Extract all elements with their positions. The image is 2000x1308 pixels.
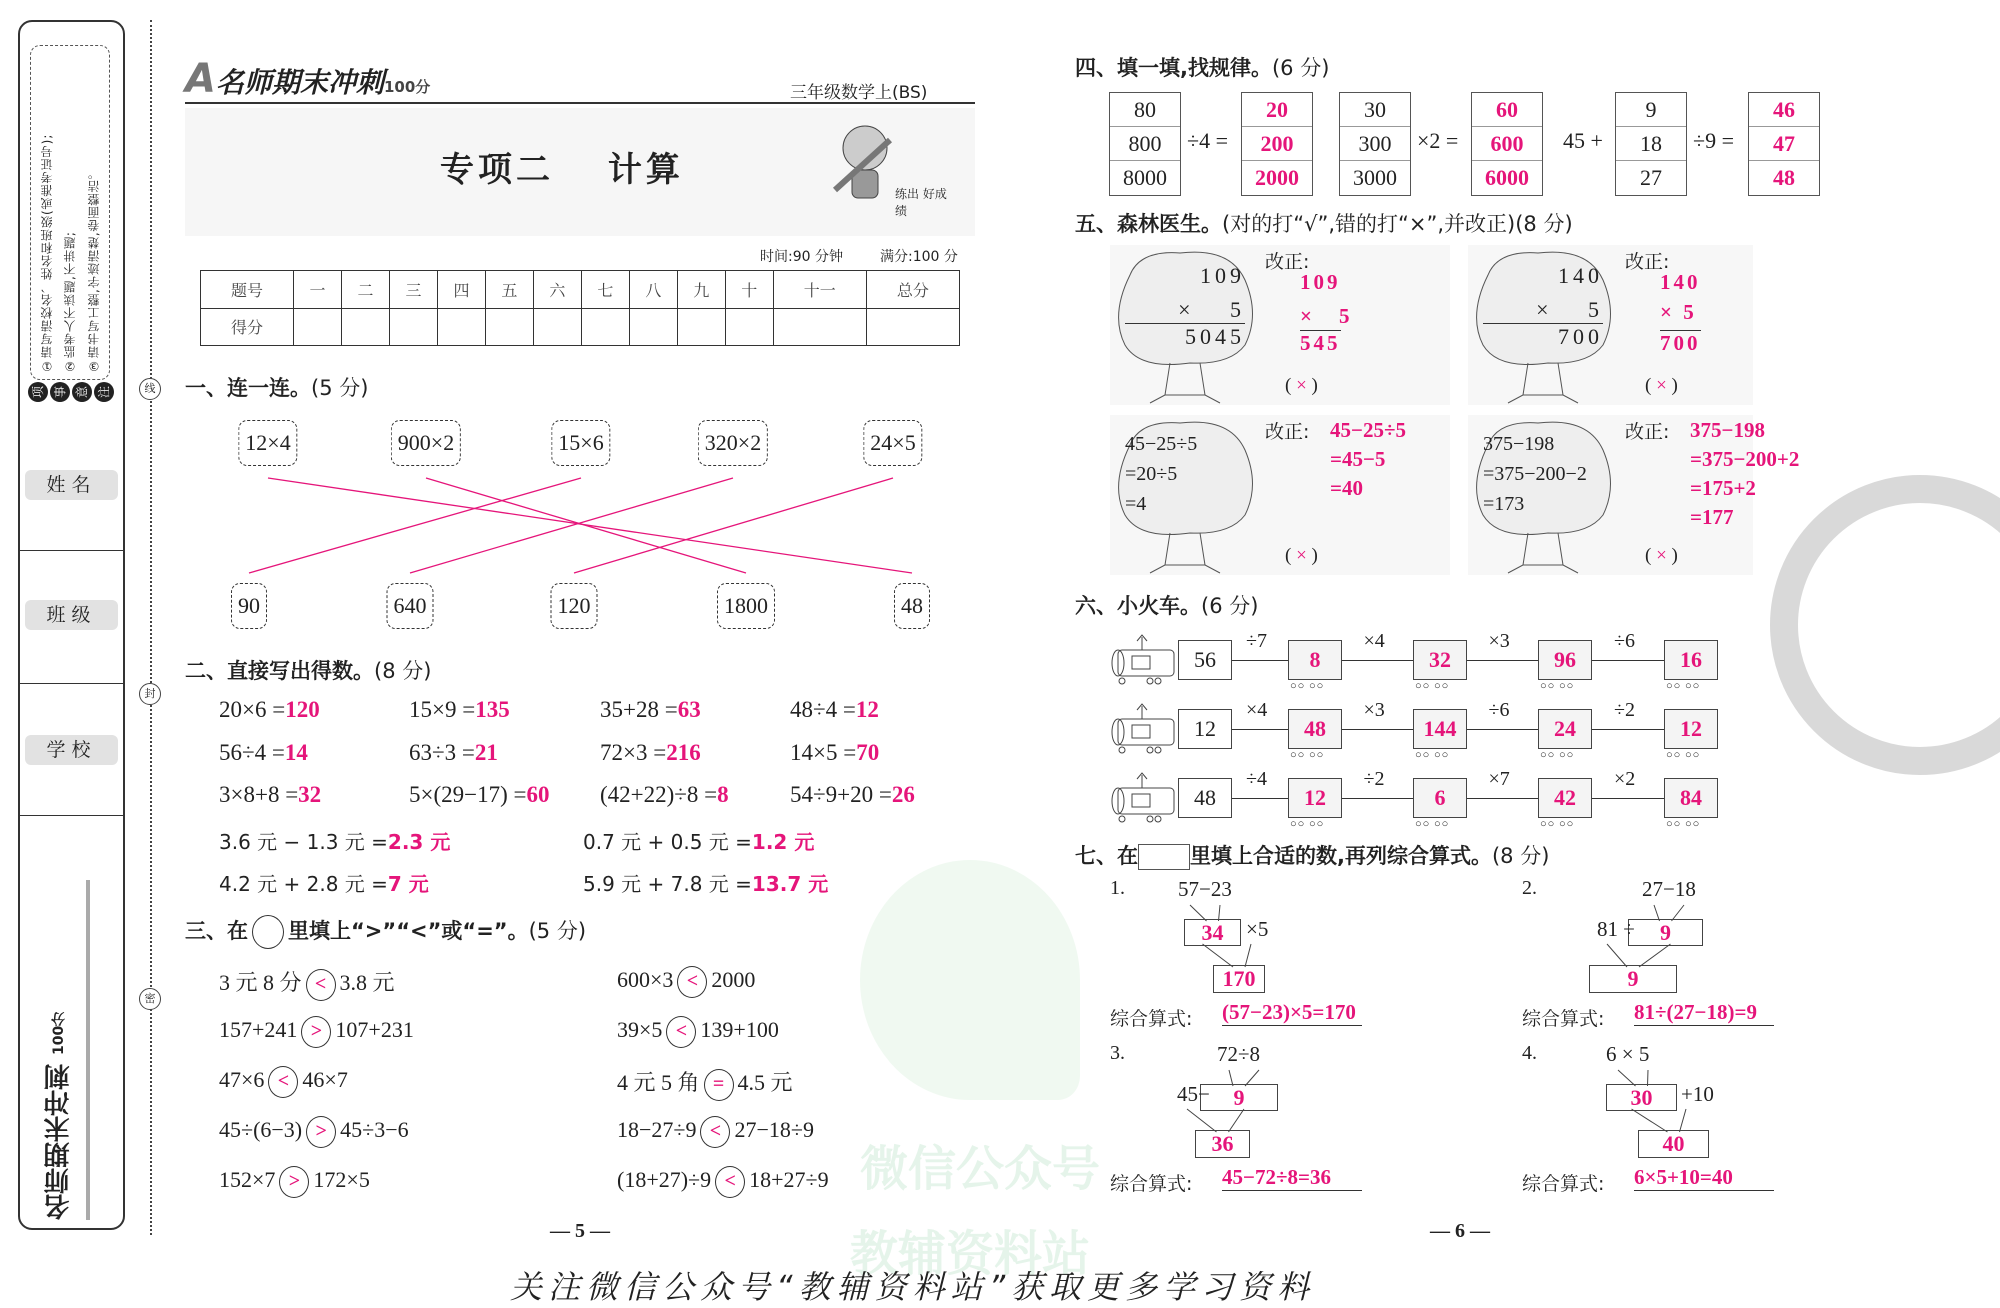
wheels-icon: ○○ ○○: [1415, 818, 1450, 830]
pattern-output[interactable]: 46: [1749, 93, 1819, 127]
seal-mark: 密: [139, 988, 161, 1010]
train-operation: ÷6: [1614, 630, 1635, 652]
calc-answer[interactable]: 63: [677, 697, 701, 722]
match-top-item[interactable]: 24×5: [863, 420, 922, 466]
pattern-input: 30: [1340, 93, 1410, 127]
section-4-title: 四、填一填,找规律。: [1075, 56, 1272, 80]
train-operation: ×7: [1488, 768, 1510, 790]
section-1-points: (5 分): [311, 376, 369, 400]
train-operation: ÷6: [1488, 699, 1510, 721]
calc-answer[interactable]: 135: [475, 697, 510, 722]
pattern-operator: ×2 =: [1417, 128, 1459, 153]
train-operation: ×3: [1363, 699, 1385, 721]
train-car-answer[interactable]: 6: [1413, 778, 1467, 818]
calc-question: 72×3 =: [600, 740, 667, 765]
formula-answer[interactable]: 45−72÷8=36: [1222, 1165, 1362, 1191]
problem-number: 2.: [1522, 877, 1537, 899]
train-operation: ×4: [1246, 699, 1268, 721]
page-title: 专项二 计算: [440, 150, 684, 190]
paren: (: [1645, 545, 1657, 566]
wheels-icon: ○○ ○○: [1415, 749, 1450, 761]
compare-right: 172×5: [313, 1167, 370, 1193]
brand-logo-text: 名师期末冲刺: [215, 66, 384, 99]
notice-3: ③请书写工整,字迹清楚,卷面整洁。: [86, 166, 101, 373]
match-bottom-item[interactable]: 120: [551, 583, 598, 629]
leaf-watermark-icon: [860, 860, 1080, 1100]
fix-label: 改正:: [1625, 421, 1670, 443]
compare-right: 46×7: [302, 1067, 348, 1093]
paren: (: [1645, 375, 1657, 396]
section-3-title-b: 里填上“>”“<”或“=”。: [288, 919, 529, 943]
calc-question: 48÷4 =: [790, 697, 856, 722]
compare-right: 3.8 元: [339, 970, 395, 995]
side-operand: 45−: [1177, 1082, 1210, 1106]
train-car-answer[interactable]: 48: [1288, 709, 1342, 749]
train-operation: ÷4: [1246, 768, 1267, 790]
tree-line: =20÷5: [1125, 463, 1178, 485]
paren: (: [1285, 375, 1297, 396]
compare-sign[interactable]: <: [715, 1166, 745, 1198]
compare-sign[interactable]: =: [704, 1069, 734, 1101]
money-question: 4.2 元 + 2.8 元 =: [219, 872, 388, 896]
compare-sign[interactable]: >: [301, 1016, 331, 1048]
train-car-answer[interactable]: 96: [1538, 640, 1592, 680]
train-car-answer[interactable]: 16: [1664, 640, 1718, 680]
train-operation: ×4: [1363, 630, 1385, 652]
train-operation: ÷2: [1614, 699, 1635, 721]
tree-line: 45−25÷5: [1125, 433, 1198, 455]
train-car-answer[interactable]: 12: [1288, 778, 1342, 818]
fix-line[interactable]: 545: [1300, 331, 1341, 355]
tree-line: 140: [1558, 263, 1603, 288]
notice-title-char: 意: [72, 382, 92, 402]
calc-question: 35+28 =: [600, 697, 678, 722]
fix-line[interactable]: × 5: [1660, 300, 1697, 324]
problem-top-expression: 27−18: [1642, 877, 1696, 901]
match-top-item[interactable]: 320×2: [698, 420, 768, 466]
score-header-cell: 十一: [773, 271, 866, 309]
notice-1: ①请写清校名、姓名和班级(或准考证号);: [40, 133, 55, 373]
pattern-output[interactable]: 600: [1472, 127, 1542, 161]
score-row-label: 得分: [201, 308, 294, 346]
section-5-instructions: (对的打“√”,错的打“×”,并改正)(8 分): [1222, 212, 1573, 236]
tree-line: 109: [1200, 263, 1245, 288]
compare-sign[interactable]: <: [268, 1066, 298, 1098]
score-header-cell: 题号: [201, 271, 294, 309]
compare-left: 600×3: [617, 967, 674, 993]
money-answer[interactable]: 13.7 元: [751, 872, 829, 896]
fix-label: 改正:: [1265, 421, 1310, 443]
mark-answer[interactable]: ×: [1296, 375, 1307, 396]
score-header-cell: 六: [533, 271, 581, 309]
result-answer-box[interactable]: 40: [1638, 1130, 1709, 1158]
time-limit: 时间:90 分钟: [760, 249, 843, 265]
sidebar-logo-score: 100分: [51, 1011, 67, 1055]
calc-question: 20×6 =: [219, 697, 286, 722]
match-top-item[interactable]: 15×6: [551, 420, 610, 466]
calc-question: 14×5 =: [790, 740, 857, 765]
compare-sign[interactable]: >: [306, 1116, 336, 1148]
footer-promo: 关注微信公众号“教辅资料站”获取更多学习资料: [510, 1268, 1316, 1306]
wheels-icon: ○○ ○○: [1540, 749, 1575, 761]
train-start: 56: [1178, 640, 1232, 680]
brand-logo-score: 100分: [383, 78, 431, 96]
fix-line[interactable]: =175+2: [1690, 476, 1756, 500]
pattern-input: 80: [1110, 93, 1180, 127]
pattern-input: 300: [1340, 127, 1410, 161]
seal-mark: 封: [139, 683, 161, 705]
school-field[interactable]: 学校: [25, 735, 118, 765]
train-car-answer[interactable]: 12: [1664, 709, 1718, 749]
pattern-output[interactable]: 6000: [1485, 165, 1529, 190]
brand-logo: A名师期末冲刺100分: [185, 56, 431, 102]
page-number-right: — 6 —: [1430, 1220, 1490, 1242]
compare-right: 18+27÷9: [749, 1167, 829, 1193]
middle-answer-box[interactable]: 9: [1628, 919, 1703, 946]
middle-answer-box[interactable]: 34: [1184, 919, 1241, 946]
formula-label: 综合算式:: [1522, 1173, 1605, 1195]
problem-top-expression: 57−23: [1178, 877, 1232, 901]
formula-label: 综合算式:: [1110, 1008, 1193, 1030]
money-question: 5.9 元 + 7.8 元 =: [583, 872, 752, 896]
wheels-icon: ○○ ○○: [1290, 680, 1325, 692]
score-header-cell: 一: [294, 271, 342, 309]
side-operand: +10: [1681, 1082, 1714, 1106]
class-field[interactable]: 班级: [25, 600, 118, 630]
pattern-input: 800: [1110, 127, 1180, 161]
money-question: 3.6 元 − 1.3 元 =: [219, 830, 388, 854]
compare-right: 27−18÷9: [734, 1117, 814, 1143]
match-bottom-item[interactable]: 640: [387, 583, 434, 629]
wheels-icon: ○○ ○○: [1290, 818, 1325, 830]
score-header-cell: 五: [485, 271, 533, 309]
compare-left: 18−27÷9: [617, 1117, 697, 1143]
middle-answer-box[interactable]: 9: [1200, 1084, 1278, 1111]
compare-left: (18+27)÷9: [617, 1167, 712, 1193]
section-2-points: (8 分): [374, 659, 432, 683]
result-answer-box[interactable]: 170: [1213, 965, 1265, 993]
pattern-output[interactable]: 20: [1242, 93, 1312, 127]
tree-line: 700: [1483, 323, 1603, 350]
formula-label: 综合算式:: [1522, 1008, 1605, 1030]
compare-sign[interactable]: <: [666, 1016, 696, 1048]
wheels-icon: ○○ ○○: [1415, 680, 1450, 692]
section-6-points: (6 分): [1201, 594, 1259, 618]
compare-sign[interactable]: <: [700, 1116, 730, 1148]
calc-answer[interactable]: 216: [666, 740, 701, 765]
train-start: 48: [1178, 778, 1232, 818]
subject-label: 三年级数学上(BS): [790, 83, 928, 103]
tree-line: × 5: [1178, 297, 1245, 322]
compare-sign[interactable]: >: [279, 1166, 309, 1198]
section-6-title: 六、小火车。: [1075, 594, 1201, 618]
wheels-icon: ○○ ○○: [1666, 680, 1701, 692]
tree-line: =173: [1483, 493, 1525, 515]
pattern-prefix: 45 +: [1563, 128, 1603, 153]
section-3-points: (5 分): [528, 919, 587, 943]
page-number-left: — 5 —: [550, 1220, 610, 1242]
name-field[interactable]: 姓名: [25, 470, 118, 500]
match-bottom-item[interactable]: 90: [231, 583, 267, 629]
paren: ): [1666, 545, 1678, 566]
tree-line: =375−200−2: [1483, 463, 1587, 485]
section-3-title-a: 三、在: [185, 919, 248, 943]
train-operation: ×3: [1488, 630, 1510, 652]
pattern-output[interactable]: 2000: [1255, 165, 1299, 190]
pattern-operator: ÷4 =: [1187, 128, 1228, 153]
compare-left: 3 元 8 分: [219, 970, 302, 995]
calc-question: 54÷9+20 =: [790, 782, 892, 807]
tree-line: =4: [1125, 493, 1147, 515]
fix-line[interactable]: × 5: [1300, 304, 1353, 328]
fix-label: 改正:: [1625, 251, 1670, 273]
pattern-input: 8000: [1123, 165, 1167, 190]
score-header-cell: 八: [629, 271, 677, 309]
calc-question: 15×9 =: [409, 697, 476, 722]
paren: ): [1306, 375, 1318, 396]
fix-line[interactable]: =177: [1690, 505, 1734, 529]
calc-answer[interactable]: 21: [474, 740, 498, 765]
notice-title-char: 项: [28, 382, 48, 402]
calc-answer[interactable]: 12: [855, 697, 879, 722]
tree-line: 375−198: [1483, 433, 1555, 455]
tree-line: 5045: [1125, 323, 1245, 350]
wheels-icon: ○○ ○○: [1666, 749, 1701, 761]
fix-line[interactable]: 45−25÷5: [1330, 418, 1406, 442]
calc-question: 56÷4 =: [219, 740, 285, 765]
calc-answer[interactable]: 8: [717, 782, 729, 807]
notice-2: ②监考人不读题,不讲题;: [63, 231, 78, 373]
train-car-answer[interactable]: 32: [1413, 640, 1467, 680]
mark-answer[interactable]: ×: [1296, 545, 1307, 566]
problem-top-expression: 72÷8: [1217, 1042, 1261, 1066]
train-car-answer[interactable]: 24: [1538, 709, 1592, 749]
pattern-input: 9: [1616, 93, 1686, 127]
mark-answer[interactable]: ×: [1656, 375, 1667, 396]
side-operand: ×5: [1246, 917, 1269, 941]
formula-answer[interactable]: (57−23)×5=170: [1222, 1000, 1362, 1026]
compare-left: 47×6: [219, 1067, 265, 1093]
match-top-item[interactable]: 900×2: [391, 420, 461, 466]
compare-left: 45÷(6−3): [219, 1117, 303, 1143]
watermark-line-2: 教辅资料站: [850, 1226, 1091, 1282]
problem-top-expression: 6 × 5: [1606, 1042, 1650, 1066]
section-7-points: (8 分): [1491, 844, 1550, 868]
seal-mark: 线: [139, 378, 161, 400]
mark-answer[interactable]: ×: [1656, 545, 1667, 566]
fix-line[interactable]: 109: [1300, 270, 1341, 294]
result-answer-box[interactable]: 36: [1195, 1130, 1250, 1158]
compare-sign[interactable]: <: [306, 969, 336, 1001]
compare-right: 107+231: [335, 1017, 414, 1043]
calc-answer[interactable]: 70: [856, 740, 880, 765]
calc-question: 5×(29−17) =: [409, 782, 527, 807]
wheels-icon: ○○ ○○: [1540, 680, 1575, 692]
problem-number: 3.: [1110, 1042, 1125, 1064]
compare-sign[interactable]: <: [677, 966, 707, 998]
formula-label: 综合算式:: [1110, 1173, 1193, 1195]
train-car-answer[interactable]: 42: [1538, 778, 1592, 818]
paren: ): [1666, 375, 1678, 396]
wheels-icon: ○○ ○○: [1290, 749, 1325, 761]
compare-right: 139+100: [700, 1017, 779, 1043]
paren: ): [1306, 545, 1318, 566]
middle-answer-box[interactable]: 30: [1606, 1084, 1677, 1111]
paren: (: [1285, 545, 1297, 566]
score-header-cell: 十: [725, 271, 773, 309]
tree-line: × 5: [1536, 297, 1603, 322]
train-car-answer[interactable]: 8: [1288, 640, 1342, 680]
wheels-icon: ○○ ○○: [1540, 818, 1575, 830]
pattern-output[interactable]: 47: [1749, 127, 1819, 161]
pattern-input: 18: [1616, 127, 1686, 161]
pattern-input: 3000: [1353, 165, 1397, 190]
match-bottom-item[interactable]: 1800: [717, 583, 775, 629]
match-top-item[interactable]: 12×4: [238, 420, 297, 466]
result-answer-box[interactable]: 9: [1589, 965, 1677, 993]
train-operation: ÷7: [1246, 630, 1267, 652]
pattern-output[interactable]: 48: [1773, 165, 1795, 190]
score-header-cell: 总分: [866, 271, 959, 309]
money-answer[interactable]: 7 元: [387, 872, 429, 896]
pattern-output[interactable]: 200: [1242, 127, 1312, 161]
calc-answer[interactable]: 26: [891, 782, 915, 807]
pattern-operator: ÷9 =: [1693, 128, 1734, 153]
compare-left: 157+241: [219, 1017, 298, 1043]
compare-right: 4.5 元: [737, 1070, 793, 1095]
fix-line[interactable]: 375−198: [1690, 418, 1765, 442]
money-answer[interactable]: 2.3 元: [387, 830, 451, 854]
side-operand: 81 ÷: [1597, 917, 1635, 941]
wheels-icon: ○○ ○○: [1666, 818, 1701, 830]
watermark-line-1: 微信公众号: [860, 1141, 1101, 1197]
match-bottom-item[interactable]: 48: [894, 583, 930, 629]
section-2-title: 二、直接写出得数。: [185, 659, 374, 683]
section-1-title: 一、连一连。: [185, 376, 311, 400]
calc-answer[interactable]: 120: [285, 697, 320, 722]
train-operation: ×2: [1614, 768, 1636, 790]
compare-right: 2000: [711, 967, 756, 993]
fix-line[interactable]: 140: [1660, 270, 1701, 294]
money-question: 0.7 元 + 0.5 元 =: [583, 830, 752, 854]
formula-answer[interactable]: 6×5+10=40: [1634, 1165, 1774, 1191]
fix-line[interactable]: =375−200+2: [1690, 447, 1800, 471]
mascot-caption: 练出 好成绩: [895, 187, 947, 218]
section-5-title: 五、森林医生。: [1075, 212, 1222, 236]
train-car-answer[interactable]: 144: [1413, 709, 1467, 749]
compare-left: 4 元 5 角: [617, 1070, 700, 1095]
train-start: 12: [1178, 709, 1232, 749]
calc-question: 3×8+8 =: [219, 782, 299, 807]
money-answer[interactable]: 1.2 元: [751, 830, 815, 854]
problem-number: 1.: [1110, 877, 1125, 899]
score-header-cell: 四: [437, 271, 485, 309]
train-operation: ÷2: [1363, 768, 1385, 790]
score-header-cell: 二: [342, 271, 390, 309]
full-score: 满分:100 分: [880, 249, 958, 265]
compare-left: 152×7: [219, 1167, 276, 1193]
pattern-output[interactable]: 60: [1472, 93, 1542, 127]
fix-line[interactable]: 700: [1660, 331, 1701, 355]
calc-answer[interactable]: 14: [284, 740, 308, 765]
train-car-answer[interactable]: 84: [1664, 778, 1718, 818]
score-header-cell: 七: [581, 271, 629, 309]
section-7-title-b: 里填上合适的数,再列综合算式。: [1190, 844, 1492, 868]
calc-question: 63÷3 =: [409, 740, 475, 765]
fix-label: 改正:: [1265, 251, 1310, 273]
calc-answer[interactable]: 60: [526, 782, 550, 807]
section-7-title-a: 七、在: [1075, 844, 1138, 868]
notice-title-char: 事: [50, 382, 70, 402]
fix-line[interactable]: =45−5: [1330, 447, 1386, 471]
score-header-cell: 三: [390, 271, 438, 309]
section-4-points: (6 分): [1271, 56, 1330, 80]
calc-question: (42+22)÷8 =: [600, 782, 718, 807]
notice-title-char: 注: [94, 382, 114, 402]
fix-line[interactable]: =40: [1330, 476, 1363, 500]
pattern-input: 27: [1640, 165, 1662, 190]
formula-answer[interactable]: 81÷(27−18)=9: [1634, 1000, 1774, 1026]
calc-answer[interactable]: 32: [298, 782, 322, 807]
compare-right: 45÷3−6: [340, 1117, 409, 1143]
compare-left: 39×5: [617, 1017, 663, 1043]
score-header-cell: 九: [677, 271, 725, 309]
sidebar-logo-text: 名师期末冲刺: [44, 1064, 74, 1220]
problem-number: 4.: [1522, 1042, 1537, 1064]
